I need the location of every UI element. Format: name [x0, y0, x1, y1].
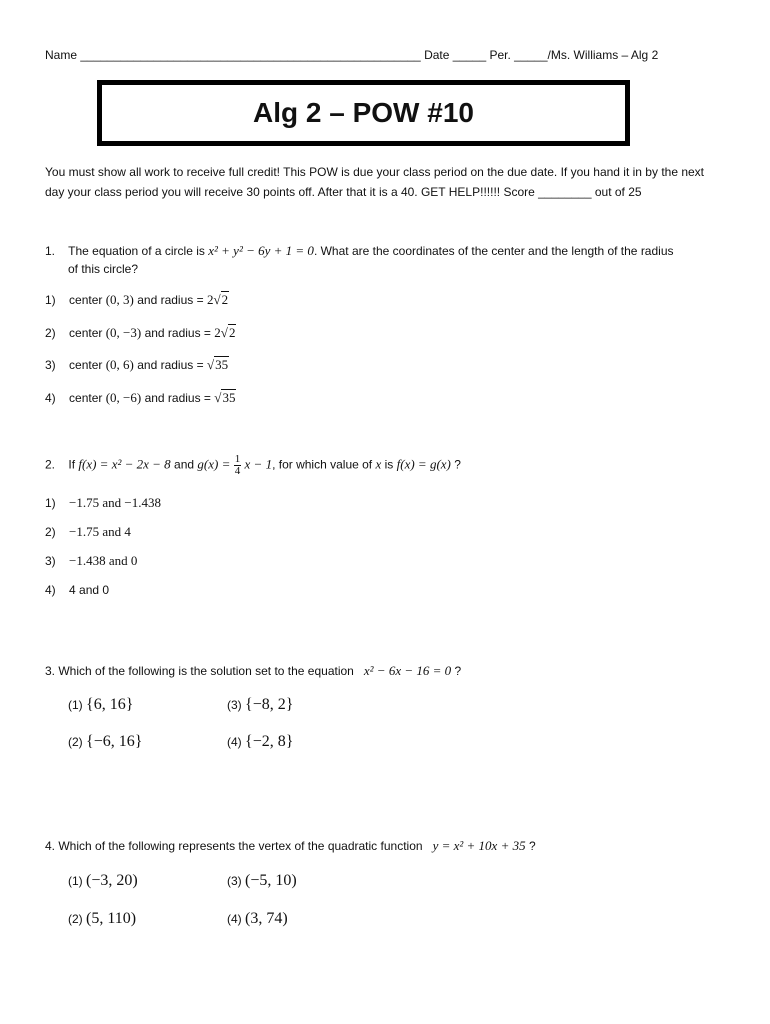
center-point: (0, −3) [105, 325, 142, 340]
choice-number: (2) [68, 735, 83, 749]
q1-number: 1. [45, 244, 56, 258]
q3-text: 3. Which of the following is the solution set to the equation [45, 664, 354, 678]
q2-choice[interactable] [45, 553, 137, 569]
choice-number: (3) [227, 874, 242, 888]
q1-choice[interactable] [45, 357, 229, 373]
choice-number: 4) [45, 583, 56, 597]
q2-is: is [384, 457, 394, 472]
choice-number: 2) [45, 525, 56, 539]
choice-value: {−8, 2} [245, 696, 294, 713]
choice-value: {6, 16} [86, 696, 134, 713]
choice-value: (3, 74) [245, 910, 288, 927]
choice-text: −1.75 and −1.438 [69, 495, 161, 510]
center-label: center [69, 293, 103, 307]
center-label: center [69, 326, 103, 340]
choice-number: (2) [68, 912, 83, 926]
q3-choice[interactable] [68, 696, 133, 714]
q2-choice[interactable] [45, 495, 161, 511]
q1-text-b: . What are the coordinates of the center and the length of the radius [313, 244, 674, 258]
choice-value: (−5, 10) [245, 872, 297, 889]
q4-stem [45, 838, 536, 854]
q2-stem [45, 454, 461, 477]
q2-var-x: x [375, 456, 382, 472]
q1-choice[interactable] [45, 292, 229, 308]
date-label[interactable]: Date _____ [424, 48, 487, 62]
choice-number: (1) [68, 698, 83, 712]
q4-choice[interactable] [68, 910, 136, 928]
q3-stem [45, 663, 461, 679]
q2-number: 2. [45, 457, 56, 472]
center-label: center [69, 391, 103, 405]
q4-text: 4. Which of the following represents the vertex of the quadratic function [45, 839, 423, 853]
q4-choice[interactable] [68, 872, 138, 890]
g-rest: x − 1 [244, 456, 273, 472]
radius-label: and radius = [137, 358, 204, 372]
choice-number: 3) [45, 358, 56, 372]
choice-number: (4) [227, 912, 242, 926]
q2-condition: f(x) = g(x) [396, 456, 451, 472]
g-lhs: g(x) = [197, 456, 231, 472]
q4-choice[interactable] [227, 910, 288, 928]
q1-choice[interactable] [45, 325, 236, 341]
f-definition: f(x) = x² − 2x − 8 [78, 456, 171, 472]
radius-label: and radius = [137, 293, 204, 307]
name-blank[interactable]: ___________________________________________________ [80, 48, 421, 62]
radius-value: √35 [214, 390, 236, 405]
radius-value: 2√2 [214, 325, 236, 340]
q2-choice[interactable] [45, 524, 131, 540]
instructions: You must show all work to receive full credit! This POW is due your class period on the due date. If you hand it in by the next day your class period you will receive 30 points off. After that it is a 40. GET HELP!!!!!! Score ________ out of 25 [45, 165, 705, 199]
choice-text: −1.438 and 0 [69, 553, 138, 568]
q3-qmark: ? [454, 664, 462, 678]
choice-number: (3) [227, 698, 242, 712]
q2-and: and [174, 457, 195, 472]
name-label: Name [45, 48, 78, 62]
center-point: (0, 3) [105, 292, 134, 307]
choice-number: (4) [227, 735, 242, 749]
q4-choice[interactable] [227, 872, 297, 890]
page-title: Alg 2 – POW #10 [253, 97, 474, 128]
radius-value: √35 [206, 357, 229, 372]
q2-choice[interactable] [45, 583, 109, 597]
choice-text: −1.75 and 4 [69, 524, 131, 539]
fraction-one-quarter: $\frac{1}{4}$ [234, 453, 241, 477]
q4-equation: y = x² + 10x + 35 [432, 838, 526, 853]
q2-if: If [68, 457, 76, 472]
choice-number: 1) [45, 293, 56, 307]
q1-text-a: The equation of a circle is [68, 244, 205, 258]
q1-equation: x² + y² − 6y + 1 = 0 [208, 243, 314, 258]
center-point: (0, 6) [105, 357, 134, 372]
period-label[interactable]: Per. _____ [489, 48, 548, 62]
q2-text-b: , for which value of [272, 457, 373, 472]
q3-choice[interactable] [68, 733, 142, 751]
radius-label: and radius = [144, 326, 211, 340]
radius-value: 2√2 [206, 292, 229, 307]
center-label: center [69, 358, 103, 372]
choice-number: 3) [45, 554, 56, 568]
q1-text-c: of this circle? [68, 262, 139, 276]
q1-choice[interactable] [45, 390, 236, 406]
header-line [45, 48, 658, 62]
q2-qmark: ? [454, 457, 461, 472]
radius-label: and radius = [144, 391, 211, 405]
q3-choice[interactable] [227, 733, 293, 751]
choice-number: 1) [45, 496, 56, 510]
choice-text: 4 and 0 [69, 583, 110, 597]
q4-qmark: ? [528, 839, 536, 853]
choice-number: (1) [68, 874, 83, 888]
choice-number: 4) [45, 391, 56, 405]
choice-value: (−3, 20) [86, 872, 138, 889]
title-box [97, 80, 630, 146]
choice-value: (5, 110) [86, 910, 137, 927]
q1-stem [45, 243, 674, 259]
choice-number: 2) [45, 326, 56, 340]
center-point: (0, −6) [105, 390, 142, 405]
choice-value: {−6, 16} [86, 733, 143, 750]
teacher-label: /Ms. Williams – Alg 2 [547, 48, 659, 62]
q3-choice[interactable] [227, 696, 293, 714]
choice-value: {−2, 8} [245, 733, 294, 750]
q3-equation: x² − 6x − 16 = 0 [363, 663, 452, 678]
